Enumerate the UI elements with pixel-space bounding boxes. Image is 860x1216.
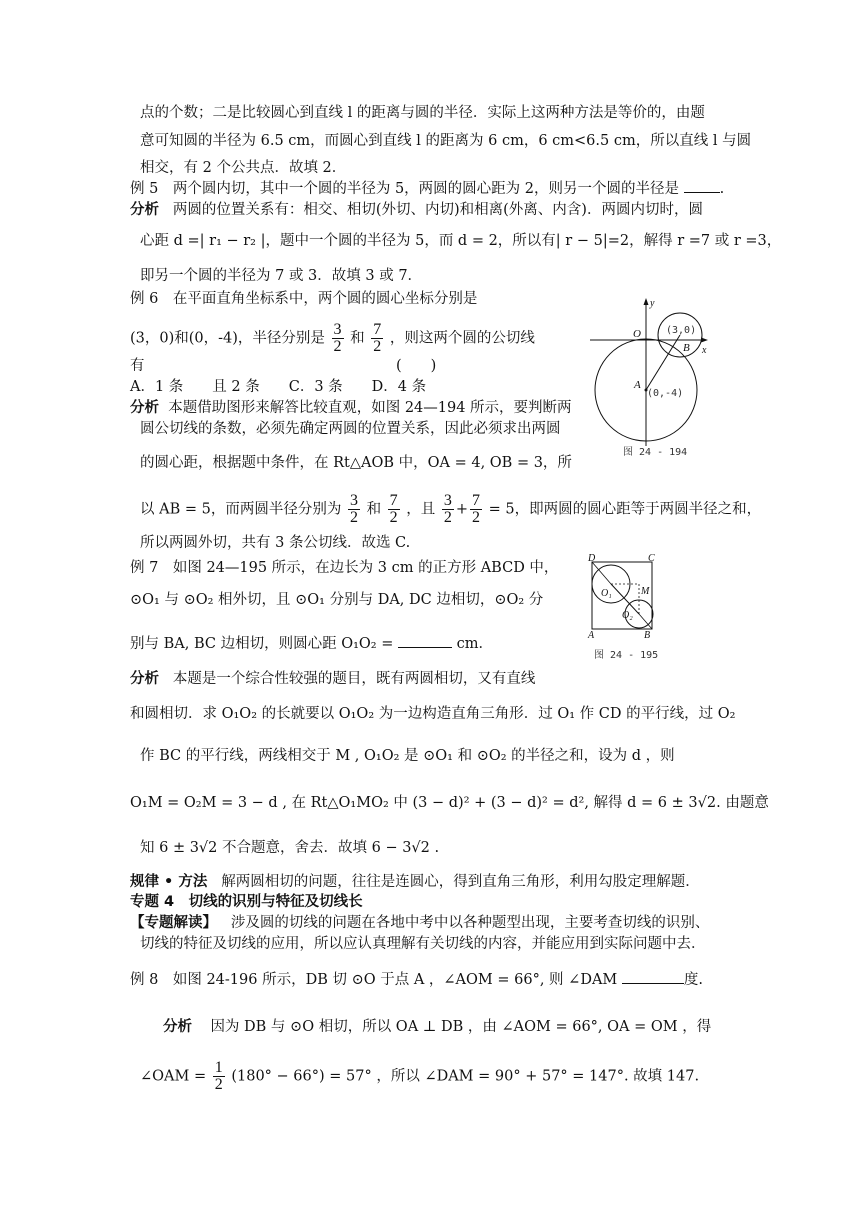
analysis-line bbox=[163, 1018, 711, 1036]
denominator: 2 bbox=[333, 338, 342, 355]
segment-ab bbox=[646, 335, 680, 390]
law-text: 解两圆相切的问题，往往是连圆心，得到直角三角形，利用勾股定理解题． bbox=[221, 874, 700, 890]
point-a-label: A bbox=[588, 630, 595, 641]
text-seg: 以 AB = 5，而两圆半径分别为 bbox=[140, 501, 342, 518]
point-o2-label: O₂ bbox=[622, 610, 633, 621]
text-line: 意可知圆的半径为 6.5 cm，而圆心到直线 l 的距离为 6 cm，6 cm<6.5 cm，所以直线 l 与圆 bbox=[140, 133, 752, 149]
text-seg: (180° − 66°) = 57° ，所以 ∠DAM = 90° + 57° = 147°. 故填 147. bbox=[231, 1068, 700, 1085]
text-line: O₁M = O₂M = 3 − d , 在 Rt△O₁MO₂ 中 (3 − d)² + (3 − d)² = d², 解得 d = 6 ± 3√2. 由题意 bbox=[130, 795, 769, 811]
point-c-label: C bbox=[648, 554, 655, 564]
options-line: A．1 条 且 2 条 C．3 条 D．4 条 bbox=[130, 379, 427, 395]
analysis-label: 分析 bbox=[163, 1019, 192, 1035]
unit-text: 度. bbox=[683, 972, 703, 988]
text-line: 作 BC 的平行线，两线相交于 M , O₁O₂ 是 ⊙O₁ 和 ⊙O₂ 的半径之和，设为 d ，则 bbox=[140, 748, 675, 764]
fraction bbox=[470, 493, 482, 526]
answer-blank bbox=[398, 647, 452, 648]
law-label: 规律 • 方法 bbox=[130, 874, 208, 890]
analysis-text: 本题是一个综合性较强的题目，既有两圆相切，又有直线 bbox=[172, 671, 536, 687]
text-line: ⊙O₁ 与 ⊙O₂ 相外切，且 ⊙O₁ 分别与 DA, DC 边相切，⊙O₂ 分 bbox=[130, 592, 544, 608]
analysis-text: 两圆的位置关系有：相交、相切(外切、内切)和相离(外离、内含)．两圆内切时，圆 bbox=[172, 202, 703, 218]
analysis-line bbox=[130, 670, 535, 688]
point-b-label: B bbox=[683, 342, 690, 354]
example-8-question bbox=[130, 971, 703, 989]
numerator: 3 bbox=[333, 321, 342, 338]
point-o1-label: O₁ bbox=[601, 588, 612, 599]
numerator: 3 bbox=[349, 492, 358, 509]
example-7-question: 例 7 如图 24—195 所示，在边长为 3 cm 的正方形 ABCD 中， bbox=[130, 560, 559, 576]
example-5-question bbox=[130, 180, 724, 198]
point-a-label: A bbox=[634, 379, 641, 391]
text-line bbox=[140, 1060, 699, 1093]
analysis-label: 分析 bbox=[130, 400, 159, 416]
denominator: 2 bbox=[472, 509, 481, 526]
text-line: 即另一个圆的半径为 7 或 3．故填 3 或 7． bbox=[140, 268, 423, 284]
text-line: 以 AB = 5，而两圆半径分别为 $\frac{3}{2}$ 和 $\frac{7}{2}$ ，且 $\frac{3}{2}$ + $\frac{7}{2}$ = 5，即两圆的圆心距等于两圆半径之和， bbox=[140, 492, 762, 526]
y-axis bbox=[644, 298, 649, 446]
text-line: 点的个数；二是比较圆心到直线 l 的距离与圆的半径．实际上这两种方法是等价的，由题 bbox=[140, 105, 705, 121]
coord-b-label: (3,0) bbox=[666, 325, 697, 336]
numerator: 7 bbox=[389, 492, 398, 509]
figure-caption: 图 24 - 194 bbox=[623, 447, 688, 458]
text-line bbox=[130, 635, 493, 653]
analysis-text: 本题借助图形来解答比较直观，如图 24—194 所示，要判断两 bbox=[168, 400, 572, 416]
answer-blank bbox=[684, 192, 720, 193]
analysis-label: 分析 bbox=[130, 671, 159, 687]
analysis-text: 因为 DB 与 ⊙O 相切，所以 OA ⊥ DB ，由 ∠AOM = 66°, OA = OM ，得 bbox=[210, 1019, 712, 1035]
coord-a-label: (0,-4) bbox=[647, 388, 684, 399]
fraction bbox=[348, 493, 360, 526]
text-line: 所以两圆外切，共有 3 条公切线．故选 C. bbox=[140, 535, 411, 551]
text-seg: ∠OAM = bbox=[140, 1068, 207, 1085]
answer-paren: ( ) bbox=[396, 358, 437, 374]
numerator: 7 bbox=[373, 321, 382, 338]
question-text: 例 8 如图 24-196 所示，DB 切 ⊙O 于点 A ，∠AOM = 66°, 则 ∠DAM bbox=[130, 972, 618, 988]
fraction bbox=[332, 322, 344, 355]
figure-caption: 图 24 - 195 bbox=[594, 650, 659, 661]
figure-24-194 bbox=[588, 296, 718, 460]
y-axis-label: y bbox=[650, 298, 655, 309]
fraction bbox=[388, 493, 400, 526]
analysis-label: 分析 bbox=[130, 202, 159, 218]
text-seg: 和 bbox=[350, 330, 365, 347]
denominator: 2 bbox=[443, 509, 452, 526]
text-seg: = 5，即两圆的圆心距等于两圆半径之和， bbox=[488, 501, 762, 518]
text-line: 和圆相切．求 O₁O₂ 的长就要以 O₁O₂ 为一边构造直角三角形．过 O₁ 作 CD 的平行线，过 O₂ bbox=[130, 706, 736, 722]
law-line bbox=[130, 873, 700, 891]
x-axis bbox=[590, 338, 708, 343]
denominator: 2 bbox=[389, 509, 398, 526]
intro-label: 【专题解读】 bbox=[130, 915, 217, 931]
topic-4-title: 专题 4 切线的识别与特征及切线长 bbox=[130, 894, 363, 910]
denominator: 2 bbox=[373, 338, 382, 355]
unit-text: cm． bbox=[456, 636, 493, 652]
text-line: 有 bbox=[130, 358, 145, 374]
analysis-line bbox=[130, 201, 703, 219]
text-seg: ，则这两个圆的公切线 bbox=[389, 330, 535, 347]
numerator: 3 bbox=[443, 492, 452, 509]
point-b-label: B bbox=[644, 630, 651, 641]
question-text: 例 5 两个圆内切，其中一个圆的半径为 5，两圆的圆心距为 2，则另一个圆的半径是 bbox=[130, 181, 680, 197]
topic-intro-line bbox=[130, 914, 709, 932]
text-line: 圆公切线的条数，必须先确定两圆的位置关系，因此必须求出两圆 bbox=[140, 421, 561, 437]
figure-24-195 bbox=[584, 554, 666, 664]
text-seg: (3，0)和(0，-4)，半径分别是 bbox=[130, 330, 325, 347]
text-seg: 和 bbox=[366, 501, 382, 518]
numerator: 1 bbox=[214, 1059, 223, 1076]
fraction bbox=[213, 1060, 225, 1093]
point-m-label: M bbox=[641, 586, 650, 597]
text-line: 的圆心距，根据题中条件，在 Rt△AOB 中，OA = 4, OB = 3，所 bbox=[140, 455, 572, 471]
text-line: 切线的特征及切线的应用，所以应认真理解有关切线的内容，并能应用到实际问题中去． bbox=[140, 936, 706, 952]
intro-text: 涉及圆的切线的问题在各地中考中以各种题型出现，主要考查切线的识别、 bbox=[230, 915, 710, 931]
origin-label: O bbox=[633, 328, 641, 340]
text-line: 心距 d =| r₁ − r₂ |，题中一个圆的半径为 5，而 d = 2，所以有| r − 5|=2，解得 r =7 或 r =3， bbox=[140, 233, 782, 249]
denominator: 2 bbox=[349, 509, 358, 526]
x-axis-label: x bbox=[702, 345, 707, 356]
denominator: 2 bbox=[214, 1076, 223, 1093]
question-text: 别与 BA, BC 边相切，则圆心距 O₁O₂ = bbox=[130, 636, 394, 652]
text-line bbox=[130, 322, 535, 355]
fraction bbox=[371, 322, 383, 355]
analysis-line bbox=[130, 399, 572, 417]
text-seg: ，且 bbox=[406, 501, 436, 518]
period: . bbox=[719, 181, 725, 197]
point-d-label: D bbox=[588, 554, 596, 564]
example-6-question: 例 6 在平面直角坐标系中，两个圆的圆心坐标分别是 bbox=[130, 291, 478, 307]
answer-blank bbox=[622, 983, 684, 984]
text-line: 相交，有 2 个公共点．故填 2． bbox=[140, 160, 347, 176]
fraction bbox=[442, 493, 454, 526]
text-line: 知 6 ± 3√2 不合题意，舍去．故填 6 − 3√2 . bbox=[140, 840, 440, 856]
numerator: 7 bbox=[472, 492, 481, 509]
